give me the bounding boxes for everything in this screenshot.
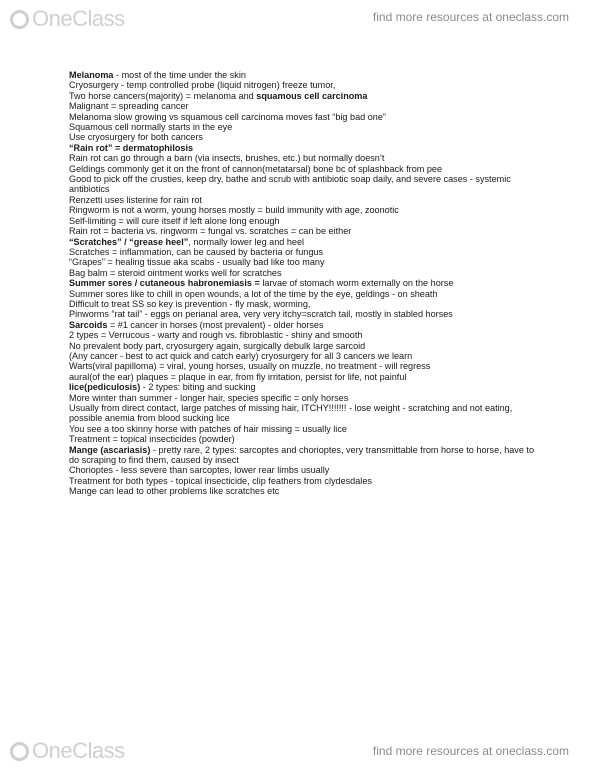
note-line: Bag balm = steroid ointment works well for scratches (69, 267, 282, 278)
heading-rain-rot: “Rain rot” = dermatophilosis (69, 142, 194, 153)
note-line: Renzetti uses listerine for rain rot (69, 194, 202, 205)
note-line: Difficult to treat SS so key is prevention - fly mask, worming, (69, 298, 311, 309)
oneclass-logo-footer[interactable] (10, 738, 125, 764)
note-line: Cryosurgery - temp controlled probe (liquid nitrogen) freeze tumor, (69, 80, 336, 91)
note-line: Rain rot = bacteria vs. ringworm = fungal vs. scratches = can be either (69, 226, 352, 237)
header-bar (0, 0, 595, 36)
note-line: Summer sores / cutaneous habronemiasis = larvae of stomach worm externally on the horse (69, 278, 454, 289)
note-line: Treatment for both types - topical insecticide, clip feathers from clydesdales (69, 475, 372, 486)
note-line: “Grapes” = healing tissue aka scabs - usually bad like too many (69, 257, 325, 268)
note-line: Melanoma slow growing vs squamous cell carcinoma moves fast “big bad one” (69, 111, 386, 122)
note-line: Ringworm is not a worm, young horses mostly = build immunity with age, zoonotic (69, 205, 399, 216)
note-line: “Scratches” / “grease heel”, normally lower leg and heel (69, 236, 305, 247)
oneclass-logo[interactable] (10, 6, 125, 32)
logo-ring-icon (10, 10, 29, 29)
note-line: aural(of the ear) plaques = plaque in ear, from fly irritation, persist for life, not painful (69, 371, 407, 382)
note-line: Use cryosurgery for both cancers (69, 132, 203, 143)
note-line: Good to pick off the crusties, keep dry, bathe and scrub with antibiotic soap daily, and severe cases - systemic antibiotics (69, 174, 511, 195)
logo-text: OneClass (32, 738, 125, 763)
footer-bar (0, 736, 595, 770)
note-line: You see a too skinny horse with patches of hair missing = usually lice (69, 423, 347, 434)
note-line: Melanoma - most of the time under the skin (69, 70, 246, 80)
find-resources-link[interactable]: find more resources at oneclass.com (372, 10, 569, 24)
note-line: Pinworms “rat tail” - eggs on perianal area, very very itchy=scratch tail, mostly in stabled horses (69, 309, 453, 320)
heading-summer-sores: Summer sores / cutaneous habronemiasis = (69, 278, 260, 289)
heading-scratches: “Scratches” / “grease heel” (69, 236, 189, 247)
note-line: Treatment = topical insecticides (powder) (69, 434, 235, 445)
logo-text: OneClass (32, 6, 125, 31)
heading-lice: lice(pediculosis) (69, 382, 141, 393)
heading-melanoma: Melanoma (69, 70, 114, 80)
heading-squamous: squamous cell carcinoma (256, 90, 368, 101)
note-line: Two horse cancers(majority) = melanoma and squamous cell carcinoma (69, 90, 368, 101)
note-line: Malignant = spreading cancer (69, 101, 189, 112)
note-line: Geldings commonly get it on the front of cannon(metatarsal) bone bc of splashback from pee (69, 163, 443, 174)
find-resources-link-footer[interactable]: find more resources at oneclass.com (372, 744, 569, 758)
note-line: Self-limiting = will cure itself if left alone long enough (69, 215, 280, 226)
note-line: Summer sores like to chill in open wounds, a lot of the time by the eye, geldings - on sheath (69, 288, 438, 299)
note-line: Scratches = inflammation, can be caused by bacteria or fungus (69, 246, 324, 257)
logo-ring-icon (10, 742, 29, 761)
note-line: Squamous cell normally starts in the eye (69, 122, 233, 133)
note-line: Usually from direct contact, large patches of missing hair, ITCHY!!!!!!! - lose weight - scratching and not eating, possible anemia from blood sucking lice (69, 403, 513, 424)
note-line (69, 143, 539, 153)
note-line: 2 types = Verrucous - warty and rough vs. fibroblastic - shiny and smooth (69, 330, 363, 341)
note-line: Mange (ascariasis) - pretty rare, 2 types: sarcoptes and chorioptes, very transmittable from horse to horse, have to do scraping to find them, caused by insect (69, 444, 535, 466)
note-line: Mange can lead to other problems like scratches etc (69, 486, 280, 497)
notes-body (69, 70, 539, 497)
note-line: Sarcoids = #1 cancer in horses (most prevalent) - older horses (69, 319, 324, 330)
note-line: Warts(viral papilloma) = viral, young horses, usually on muzzle, no treatment - will regress (69, 361, 431, 372)
heading-mange: Mange (ascariasis) (69, 444, 151, 455)
note-line: No prevalent body part, cryosurgery again, surgically debulk large sarcoid (69, 340, 366, 351)
note-line: lice(pediculosis) - 2 types: biting and sucking (69, 382, 256, 393)
note-line: Rain rot can go through a barn (via insects, brushes, etc.) but normally doesn’t (69, 153, 385, 164)
note-line: (Any cancer - best to act quick and catch early) cryosurgery for all 3 cancers we learn (69, 350, 413, 361)
heading-sarcoids: Sarcoids (69, 319, 108, 330)
note-line: More winter than summer - longer hair, species specific = only horses (69, 392, 349, 403)
note-line: Chorioptes - less severe than sarcoptes, lower rear limbs usually (69, 465, 330, 476)
